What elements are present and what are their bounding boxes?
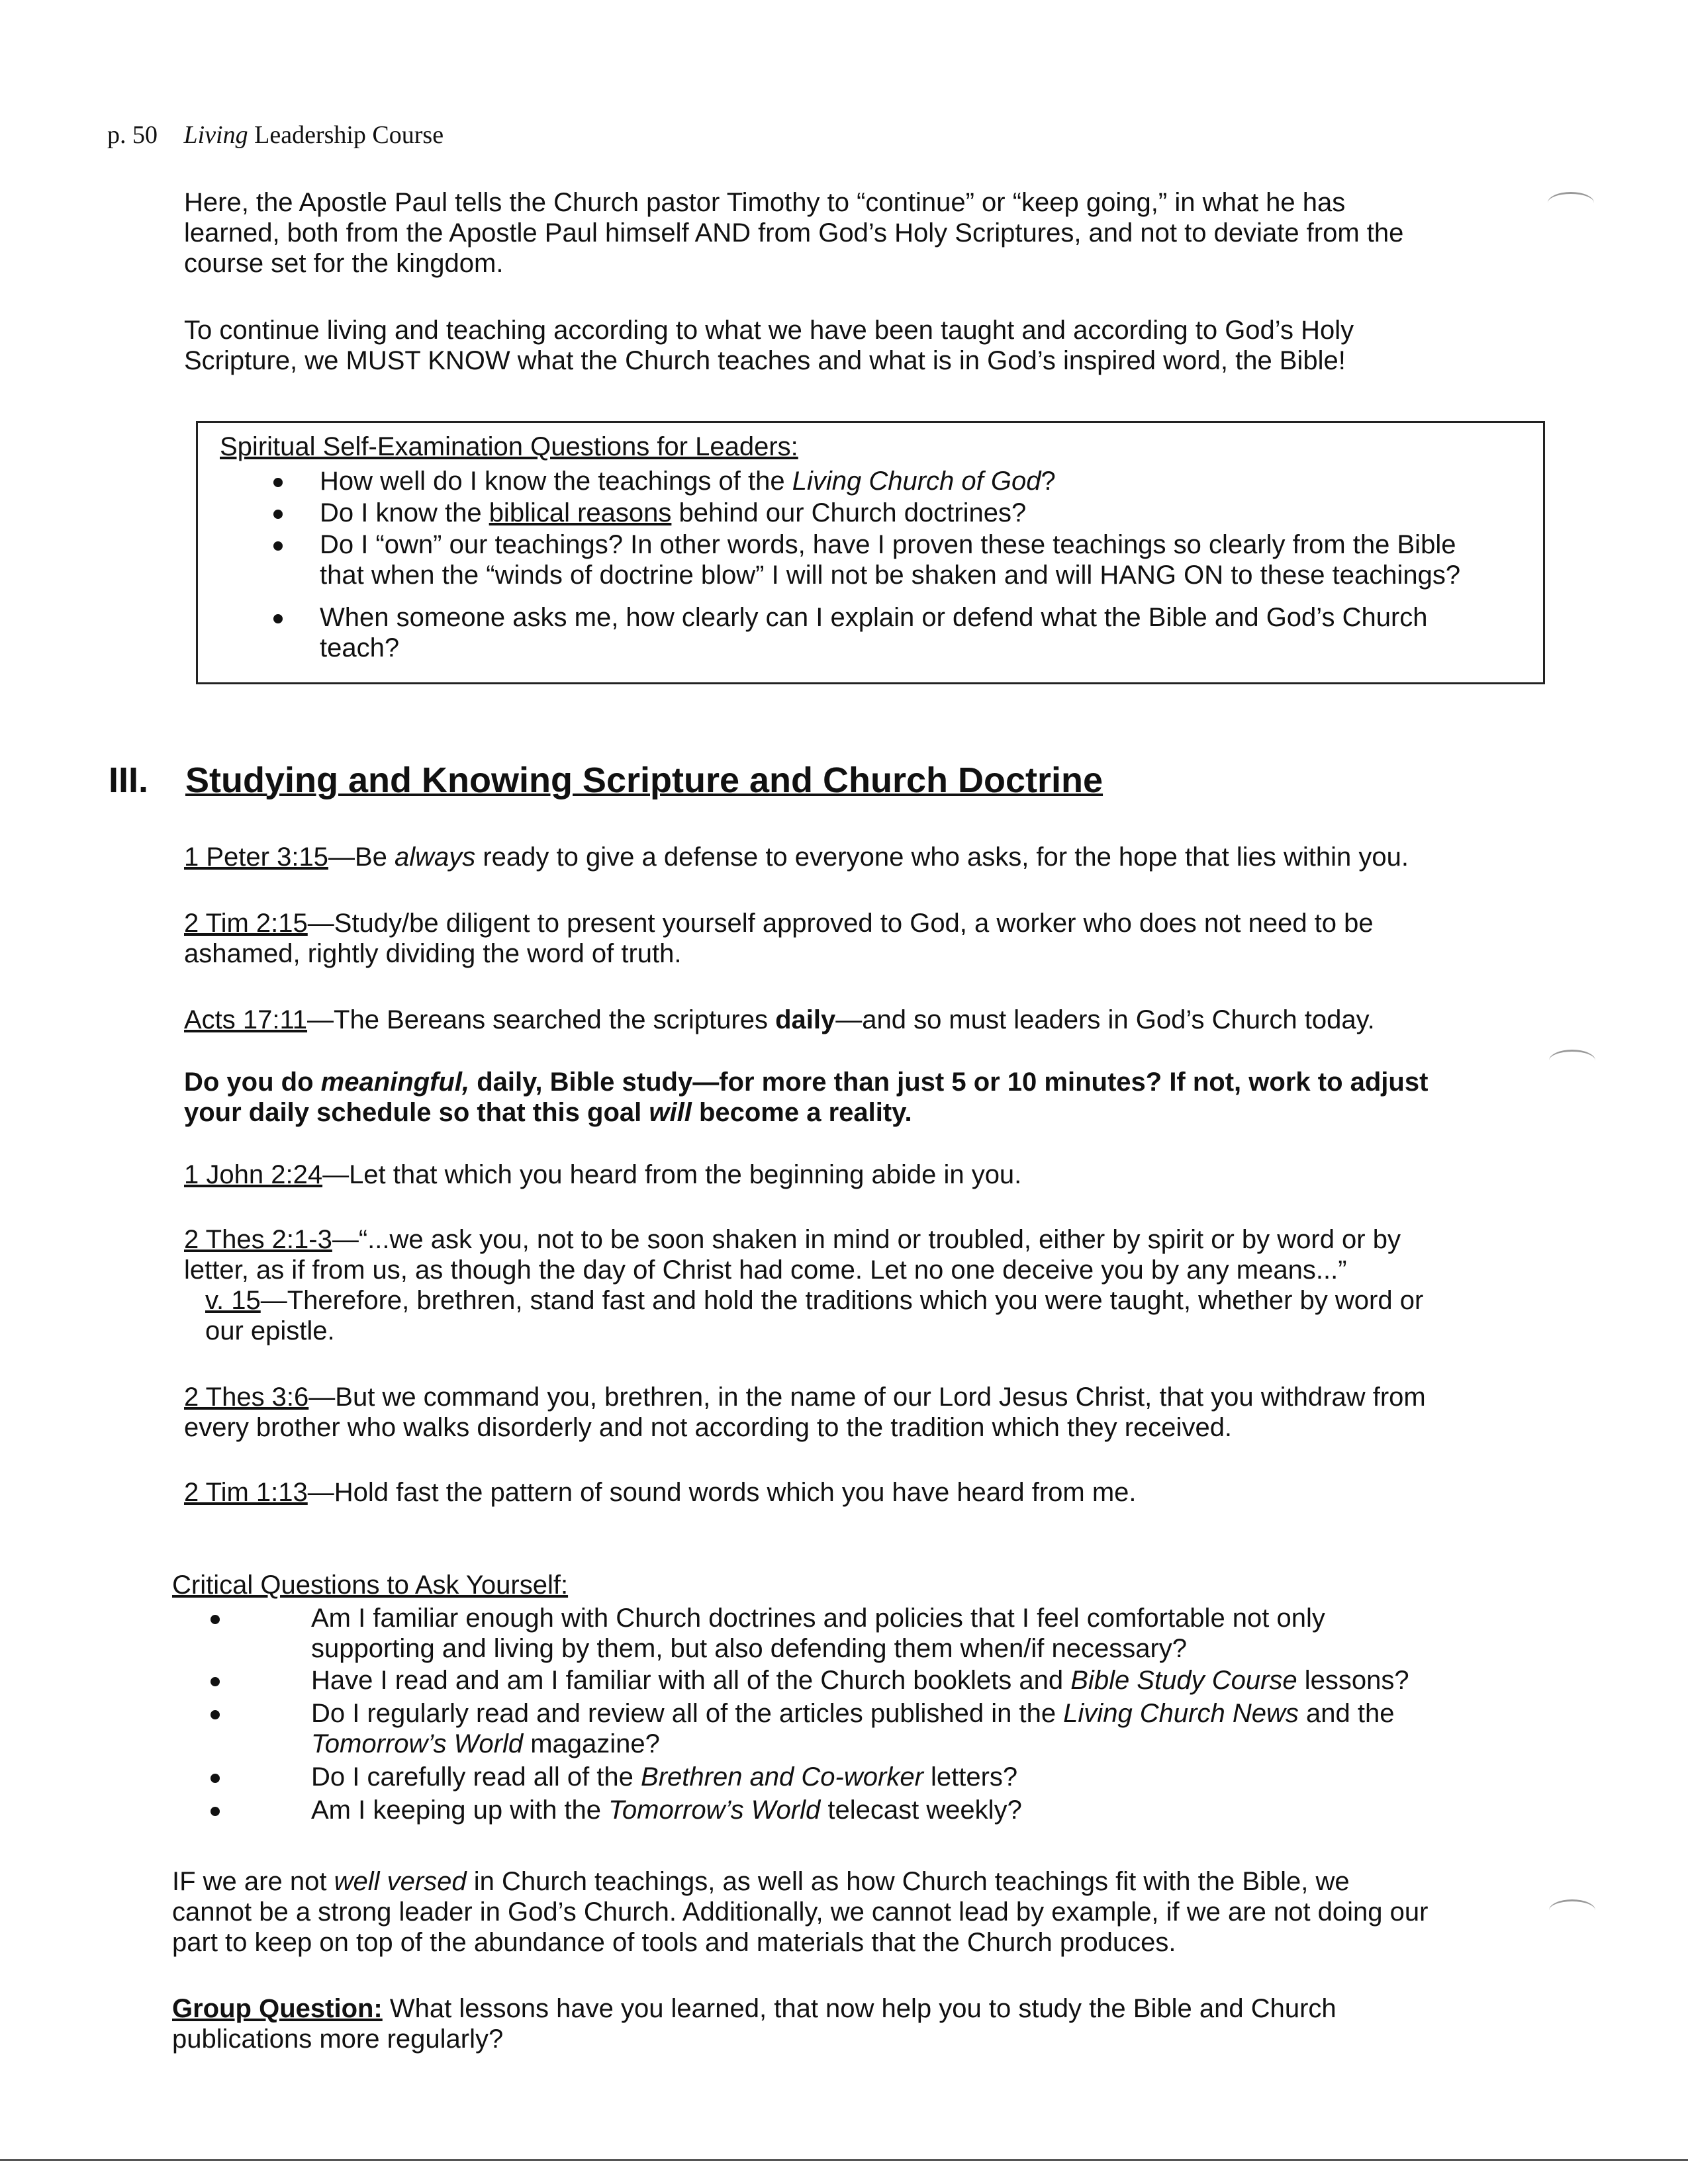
self-exam-question: How well do I know the teachings of the Living Church of God? xyxy=(320,467,1056,496)
critical-questions-title: Critical Questions to Ask Yourself: xyxy=(172,1570,569,1600)
scripture-entry: 1 Peter 3:15—Be always ready to give a defense to everyone who asks, for the hope that lies within you. xyxy=(184,842,1409,872)
closing-line: cannot be a strong leader in God’s Church. Additionally, we cannot lead by example, if we are not doing our xyxy=(172,1897,1429,1927)
self-exam-question-cont: that when the “winds of doctrine blow” I will not be shaken and will HANG ON to these teachings? xyxy=(320,561,1461,590)
bullet-icon xyxy=(211,1774,220,1783)
hole-punch-mark xyxy=(1549,1050,1595,1071)
scripture-entry-cont: ashamed, rightly dividing the word of truth. xyxy=(184,939,682,968)
scripture-verse: v. 15—Therefore, brethren, stand fast and hold the traditions which you were taught, whether by word or xyxy=(205,1286,1424,1315)
intro-line: Here, the Apostle Paul tells the Church pastor Timothy to “continue” or “keep going,” in what he has xyxy=(184,188,1346,217)
critical-question: Am I familiar enough with Church doctrines and policies that I feel comfortable not only xyxy=(311,1604,1325,1633)
critical-question-cont: Tomorrow’s World magazine? xyxy=(311,1729,660,1758)
course-title-rest: Leadership Course xyxy=(248,121,444,149)
critical-question: Do I regularly read and review all of the articles published in the Living Church News and the xyxy=(311,1699,1395,1728)
course-title-italic: Living xyxy=(183,121,248,149)
scripture-entry: 2 Tim 2:15—Study/be diligent to present yourself approved to God, a worker who does not need to be xyxy=(184,909,1374,938)
scripture-entry: 1 John 2:24—Let that which you heard from the beginning abide in you. xyxy=(184,1160,1022,1189)
closing-line: IF we are not well versed in Church teachings, as well as how Church teachings fit with the Bible, we xyxy=(172,1867,1350,1896)
page-header xyxy=(107,120,444,150)
self-exam-question: Do I “own” our teachings? In other words, have I proven these teachings so clearly from the Bible xyxy=(320,530,1456,559)
bullet-icon xyxy=(273,614,283,623)
critical-question: Have I read and am I familiar with all of the Church booklets and Bible Study Course lessons? xyxy=(311,1666,1409,1695)
intro-line: To continue living and teaching according to what we have been taught and according to God’s Holy xyxy=(184,316,1354,345)
intro-line: learned, both from the Apostle Paul himself AND from God’s Holy Scriptures, and not to deviate from the xyxy=(184,218,1404,248)
group-question-cont: publications more regularly? xyxy=(172,2025,504,2054)
self-exam-question: Do I know the biblical reasons behind our Church doctrines? xyxy=(320,498,1027,527)
scripture-entry: 2 Thes 2:1-3—“...we ask you, not to be soon shaken in mind or troubled, either by spirit or by word or by xyxy=(184,1225,1401,1254)
self-exam-question-cont: teach? xyxy=(320,633,400,662)
study-challenge: Do you do meaningful, daily, Bible study—for more than just 5 or 10 minutes? If not, work to adjust xyxy=(184,1068,1429,1097)
scripture-entry: 2 Thes 3:6—But we command you, brethren, in the name of our Lord Jesus Christ, that you withdraw from xyxy=(184,1383,1426,1412)
self-exam-question: When someone asks me, how clearly can I explain or defend what the Bible and God’s Church xyxy=(320,603,1428,632)
critical-question: Am I keeping up with the Tomorrow’s World telecast weekly? xyxy=(311,1796,1022,1825)
study-challenge-cont: your daily schedule so that this goal will become a reality. xyxy=(184,1098,912,1127)
scripture-entry: Acts 17:11—The Bereans searched the scriptures daily—and so must leaders in God’s Church today. xyxy=(184,1005,1375,1034)
self-exam-title: Spiritual Self-Examination Questions for Leaders: xyxy=(220,432,798,461)
critical-question: Do I carefully read all of the Brethren and Co-worker letters? xyxy=(311,1762,1018,1792)
scripture-entry-cont: every brother who walks disorderly and not according to the tradition which they received. xyxy=(184,1413,1233,1442)
page-bottom-edge xyxy=(0,2159,1688,2161)
bullet-icon xyxy=(211,1710,220,1719)
group-question: Group Question: What lessons have you learned, that now help you to study the Bible and Church xyxy=(172,1994,1336,2023)
scripture-entry: 2 Tim 1:13—Hold fast the pattern of sound words which you have heard from me. xyxy=(184,1478,1137,1507)
bullet-icon xyxy=(273,541,283,551)
bullet-icon xyxy=(211,1677,220,1686)
bullet-icon xyxy=(273,478,283,487)
group-question-label: Group Question: xyxy=(172,1994,383,2023)
page-number: p. 50 xyxy=(107,121,158,149)
hole-punch-mark xyxy=(1548,192,1594,214)
bullet-icon xyxy=(211,1615,220,1624)
scripture-entry-cont: letter, as if from us, as though the day of Christ had come. Let no one deceive you by any means...” xyxy=(184,1255,1347,1285)
section-title: Studying and Knowing Scripture and Church Doctrine xyxy=(185,760,1103,800)
scripture-verse-cont: our epistle. xyxy=(205,1316,335,1345)
bullet-icon xyxy=(211,1807,220,1816)
bullet-icon xyxy=(273,510,283,519)
closing-line: part to keep on top of the abundance of tools and materials that the Church produces. xyxy=(172,1928,1176,1957)
hole-punch-mark xyxy=(1549,1899,1595,1921)
intro-line: Scripture, we MUST KNOW what the Church teaches and what is in God’s inspired word, the Bible! xyxy=(184,346,1346,375)
section-number: III. xyxy=(109,760,149,800)
intro-line: course set for the kingdom. xyxy=(184,249,504,278)
critical-question-cont: supporting and living by them, but also defending them when/if necessary? xyxy=(311,1634,1188,1663)
